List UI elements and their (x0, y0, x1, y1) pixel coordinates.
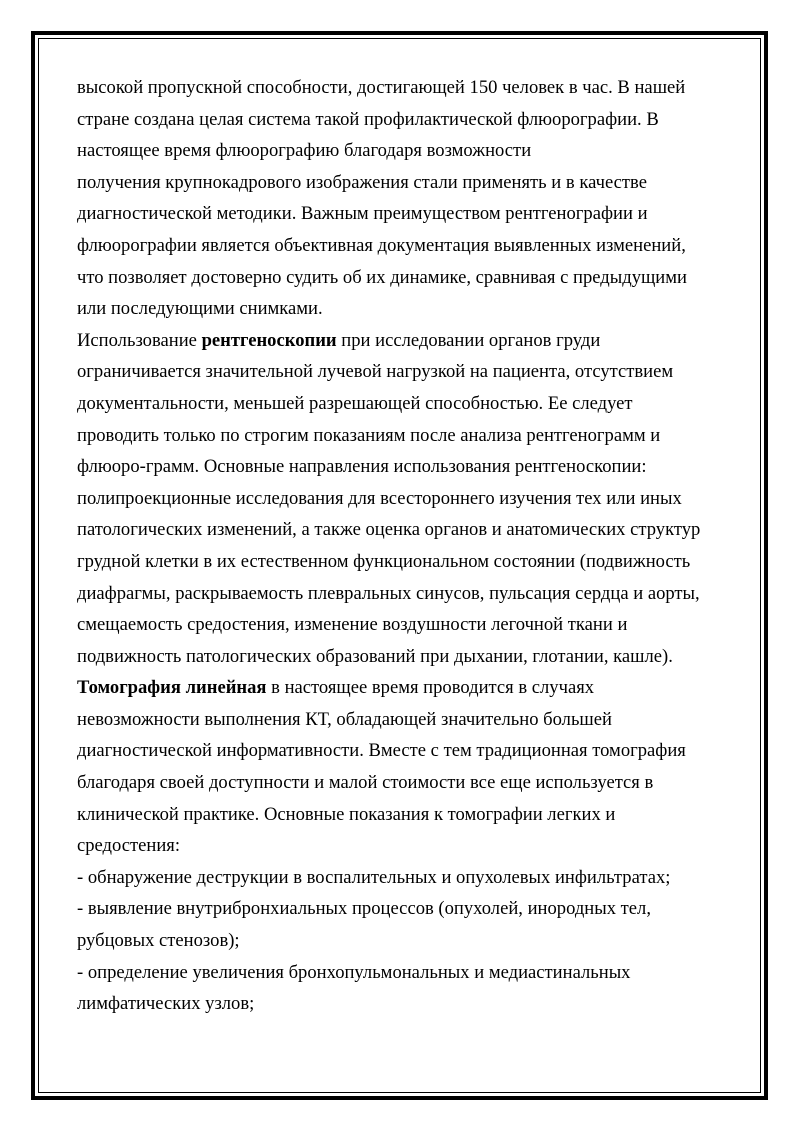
bold-term-rentgenoskopiya: рентгеноскопии (201, 329, 337, 351)
text-line: получения крупнокадрового изображения стали применять и в качестве (77, 171, 647, 193)
text-line: высокой пропускной способности, достигающей 150 человек в час. В нашей (77, 77, 686, 98)
text-line: документальности, меньшей разрешающей способностью. Ее следует (77, 392, 633, 414)
text-line: ограничивается значительной лучевой нагрузкой на пациента, отсутствием (77, 361, 674, 383)
list-item: - определение увеличения бронхопульмональных и медиастинальных (77, 961, 631, 983)
text-line (77, 325, 727, 357)
text-line: подвижность патологических образований при дыхании, глотании, кашле). (77, 645, 673, 667)
text-line: диафрагмы, раскрываемость плевральных синусов, пульсация сердца и аорты, (77, 582, 700, 604)
list-item: - обнаружение деструкции в воспалительных и опухолевых инфильтратах; (77, 866, 671, 888)
text-line: полипроекционные исследования для всестороннего изучения тех или иных (77, 487, 682, 509)
text-line (77, 672, 727, 704)
text-line: патологических изменений, а также оценка органов и анатомических структур (77, 519, 701, 541)
bold-term-tomografiya: Томография линейная (77, 677, 267, 699)
list-item: - выявление внутрибронхиальных процессов (опухолей, инородных тел, (77, 898, 651, 920)
text-line: благодаря своей доступности и малой стоимости все еще используется в (77, 772, 654, 794)
document-body (77, 72, 727, 1020)
text-run: в настоящее время проводится в случаях (266, 677, 595, 699)
text-line: диагностической методики. Важным преимуществом рентгенографии и (77, 203, 648, 225)
text-line: невозможности выполнения КТ, обладающей значительно большей (77, 708, 612, 730)
text-line: грудной клетки в их естественном функциональном состоянии (подвижность (77, 550, 691, 572)
text-line: смещаемость средостения, изменение воздушности легочной ткани и (77, 614, 628, 636)
text-run: Использование (77, 329, 202, 351)
text-run: при исследовании органов груди (336, 329, 601, 351)
text-line: стране создана целая система такой профилактической флюорографии. В (77, 108, 659, 130)
text-line: рубцовых стенозов); (77, 930, 240, 952)
text-line: флюоро-грамм. Основные направления использования рентгеноскопии: (77, 456, 647, 478)
text-line: диагностической информативности. Вместе с тем традиционная томография (77, 740, 686, 762)
text-line: лимфатических узлов; (77, 993, 255, 1015)
text-line: клинической практике. Основные показания к томографии легких и (77, 803, 616, 825)
text-line: или последующими снимками. (77, 298, 323, 320)
text-line: настоящее время флюорографию благодаря возможности (77, 140, 532, 162)
text-line: средостения: (77, 835, 181, 857)
text-line: что позволяет достоверно судить об их динамике, сравнивая с предыдущими (77, 266, 687, 288)
text-line: флюорографии является объективная документация выявленных изменений, (77, 234, 686, 256)
text-line: проводить только по строгим показаниям после анализа рентгенограмм и (77, 424, 661, 446)
